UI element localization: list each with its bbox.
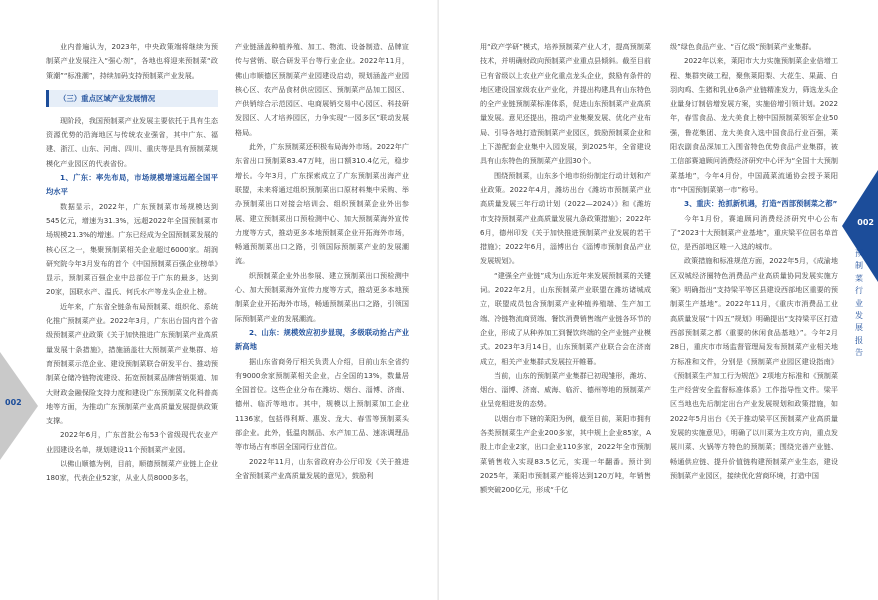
column-2 [235, 40, 409, 483]
paragraph: 近年来，广东省全链条布局预制菜、组织化、系统化推广预制菜产业。2022年3月，广东出台国内首个省级预制菜产业政策《关于加快推进广东预制菜产业高质量发展十条措施》，措施涵盖壮大预制菜产业集群、培育预制菜示范企业、建设预制菜联合研发平台、推动预制菜仓储冷链物流建设、拓宽预制菜品牌营销渠道、加大财政金融保险支持力度和建设广东预制菜文化科普高地等方面，为推动广东预制菜产业高质量发展提供政策支撑。 [46, 301, 218, 426]
heading-chongqing: 3、重庆：抢抓新机遇，打造“西部预制菜之都” [684, 199, 838, 209]
column-4 [670, 40, 838, 483]
heading-guangdong: 1、广东：率先布局，市场规模增速远超全国平均水平 [46, 173, 218, 197]
paragraph: “建强全产业链”成为山东近年来发展预制菜的关键词。2022年2月，山东预制菜产业联盟在潍坊诸城成立，联盟成员包含预制菜产业种植养殖端、生产加工端、冷链物流商贸端、餐饮消费销售端产业链各环节的企业，形成了从种养加工到餐饮终端的全产业链产业模式。2023年3月14日，山东预制菜产业联合会在济南成立，相关产业集群式发展拉开帷幕。 [480, 270, 651, 366]
vertical-report-title: 预制菜行业发展报告 [855, 249, 863, 358]
paragraph: 现阶段，我国预制菜产业发展主要依托于具有生态资源优势的沿海地区与传统农业强省，其中广东、福建、浙江、山东、河南、四川、重庆等是具有预制菜规模化产业园区的代表省份。 [46, 115, 218, 168]
paragraph: 以佛山顺德为例，目前，顺德预制菜产业链上企业180家，代表企业52家，从业人员8000多名， [46, 459, 218, 483]
column-1 [46, 40, 218, 486]
page-number-right: 002 [857, 218, 874, 227]
heading-shandong: 2、山东：规模效应初步显现，多级联动抢占产业新高地 [235, 327, 409, 352]
paragraph: 产业链涵盖种植养殖、加工、物流、设备制造、品牌宣传与营销、联合研发平台等行业企业。2022年11月，佛山市顺德区预制菜产业园建设启动，规划涵盖产业园核心区、农产品食材供应园区、预制菜产品加工园区、产供销综合示范园区、电商展销交易中心园区、科技研发园区、人才培养园区，力争实现“一园多区”联动发展格局。 [235, 42, 409, 137]
paragraph: 据山东省商务厅相关负责人介绍，目前山东全省约有9000余家预制菜相关企业，占全国的13%，数量居全国首位。这些企业分布在潍坊、烟台、淄博、济南、德州、临沂等地市。其中，规模以上预制菜加工企业1136家，包括得利斯、惠发、龙大、春雪等预制菜头部企业。此外，低温肉制品、水产加工品、速冻调理品等市场占有率居全国同行业首位。 [235, 356, 409, 452]
paragraph: 以烟台市下辖的莱阳为例，截至目前，莱阳市拥有各类预制菜生产企业200多家，其中规上企业85家，A股上市企业2家，出口企业110多家，2022年全市预制菜销售收入实现83.5亿元，实现一年翻番。预计到2025年，莱阳市预制菜产能将达到120万吨，年销售额突破200亿元，形成“千亿 [480, 413, 651, 495]
paragraph: 今年1月份，赛迪顾问消费经济研究中心公布了“2023十大预制菜产业基地”，重庆梁平位居名单首位，是西部地区唯一入选的城市。 [670, 213, 838, 252]
paragraph: 级”绿色食品产业、“百亿级”预制菜产业集群。 [670, 42, 816, 51]
paragraph: 当前，山东的预制菜产业集群已初现雏形，潍坊、烟台、淄博、济南、威海、临沂、德州等地的预制菜产业呈竞相进发的态势。 [480, 370, 651, 409]
paragraph: 2022年11月，山东省政府办公厅印发《关于推进全省预制菜产业高质量发展的意见》，鼓励利 [235, 456, 409, 480]
paragraph: 2022年以来，莱阳市大力实施预制菜企业倍增工程、集群突破工程，聚焦莱阳梨、大花生、果蔬、白羽肉鸡、生猪和乳业6条产业链精准发力，筛选龙头企业量身订制倍增发展方案，实施倍增引领计划。2022年，春雪食品、龙大美食上榜中国预制菜领军企业50强，鲁花集团、龙大美食入选中国食品行业百强，莱阳农副食品深加工入围省特色优势食品产业集群，被工信部赛迪顾问消费经济研究中心评为“全国十大预制菜基地”，今年4月份，中国蔬菜流通协会授予莱阳市“中国预制菜第一市”称号。 [670, 56, 838, 194]
paragraph: 2022年6月，广东首批公布53个省级现代农业产业园建设名单，规划建设11个预制菜产业园。 [46, 430, 218, 454]
paragraph: 用“政产学研”模式，培养预制菜产业人才，提高预制菜技术，并明确财政向预制菜产业重点县倾斜。截至目前已有省级以上农业产业化重点龙头企业，鼓励有条件的地区建设国家级农业产业化，并提出构建具有山东特色的全产业链预制菜标准体系，促进山东预制菜产业高质量发展。意见还提出，推动产业集聚发展、优化产业布局、引导各地打造预制菜产业园区，鼓励预制菜企业和上下游配套企业集中入园发展，到2025年，全省建设具有山东特色的预制菜产业园30个。 [480, 42, 651, 166]
paragraph: 织预制菜企业外出参展、建立预制菜出口预检测中心、加大预制菜海外宣传力度等方式，推动更多本地预制菜企业开拓海外市场，畅通预制菜出口之路，引领国际预制菜产业的发展潮流。 [235, 270, 409, 323]
paragraph: 数据显示，2022年，广东预制菜市场规模达到545亿元，增速为31.3%，远超2022年全国预制菜市场规模21.3%的增速。广东已经成为全国预制菜发展的核心区之一，集聚预制菜相关企业超过6000家。胡润研究院今年3月发布的首个《中国预制菜百强企业榜单》显示，预制菜百强企业中总部位于广东的最多，达到20家，国联水产、温氏、何氏水产等龙头企业上榜。 [46, 201, 218, 297]
paragraph: 此外，广东预制菜还积极布局海外市场。2022年广东省出口预制菜83.47万吨，出口额310.4亿元，稳步增长。今年3月，广东探索成立了广东预制菜出海产业联盟，未来将通过组织预制菜出口原材料集中采购、举办预制菜出口对接会培训会、组织预制菜企业外出参展、建立预制菜出口预检测中心、加大预制菜海外宣传力度等方式，推动更多本地预制菜企业开拓海外市场，畅通预制菜出口之路，引领国际预制菜产业的发展潮流。 [235, 142, 409, 266]
paragraph: 政策措施和标准规范方面，2022年5月，《成渝地区双城经济圈特色消费品产业高质量协同发展实施方案》明确指出“支持梁平等区县建设西部地区重要的预制菜生产基地”。2022年11月，《重庆市消费品工业高质量发展“十四五”规划》明确提出“支持梁平区打造西部预制菜之都（重要的休闲食品基地）”。今年2月28日，重庆市市场监督管理局发布预制菜产业相关地方标准和文件，分别是《预制菜产业园区建设指南》《预制菜生产加工行为规范》2项地方标准和《预制菜生产经营安全监督标准体系》工作指导性文件。梁平区当地也先后制定出台产业发展规划和政策措施，如2022年5月出台《关于推动梁平区预制菜产业高质量发展的实施意见》，明确了以川菜为主攻方向，重点发展川菜、火锅等方特色的预制菜；围绕完善产业链、畅通供应链、提升价值链构建预制菜产业生态，建设预制菜产业园区，接续优化营商环境，打造中国 [670, 256, 838, 480]
page-number-left: 002 [5, 398, 22, 407]
column-3 [480, 40, 651, 498]
paragraph: 围绕预制菜，山东多个地市纷纷制定行动计划和产业政策。2022年4月，潍坊出台《潍坊市预制菜产业高质量发展三年行动计划（2022—2024）》和《潍坊市支持预制菜产业高质量发展九条政策措施》；2022年6月，德州印发《关于加快推进预制菜产业发展的若干措施》；2022年6月，淄博出台《淄博市预制食品产业发展规划》。 [480, 170, 651, 266]
section-heading: （三）重点区域产业发展情况 [46, 90, 218, 107]
paragraph: 业内普遍认为，2023年，中央政策端将继续为预制菜产业发展注入“强心剂”，各地也将迎来预制菜“政策潮”“标准潮”，持续加码支持预制菜产业发展。 [46, 42, 218, 80]
